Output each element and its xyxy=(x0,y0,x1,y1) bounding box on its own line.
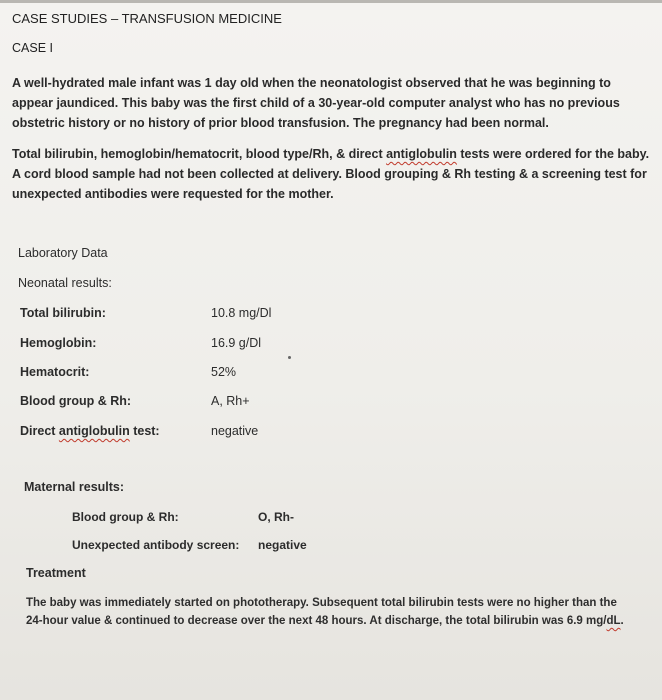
laboratory-data-heading: Laboratory Data xyxy=(18,246,108,260)
maternal-value-antibody-screen: negative xyxy=(258,538,307,552)
maternal-label-antibody-screen: Unexpected antibody screen: xyxy=(72,538,240,552)
neonatal-label-hemoglobin: Hemoglobin: xyxy=(20,336,97,350)
document-title: CASE STUDIES – TRANSFUSION MEDICINE xyxy=(12,11,282,26)
neonatal-value-direct-antiglobulin: negative xyxy=(211,424,259,438)
case-paragraph-2 xyxy=(12,144,652,204)
treatment-heading: Treatment xyxy=(26,566,86,580)
neonatal-label-blood-group: Blood group & Rh: xyxy=(20,394,132,408)
case-paragraph-1: A well-hydrated male infant was 1 day old when the neonatologist observed that he was beginning to appear jaundiced. This baby was the first child of a 30-year-old computer analyst who has no previous obstetric history or no history of prior blood transfusion. The pregnancy had been normal. xyxy=(12,76,620,130)
treatment-text-a: The baby was immediately started on phototherapy. Subsequent total bilirubin tests were no higher than the 24-hour value & continued to decrease over the next 48 hours. At discharge, the total bilirubin was 6.9 mg/ xyxy=(26,597,617,627)
treatment-text-b: . xyxy=(620,615,624,627)
neonatal-results-heading: Neonatal results: xyxy=(18,276,112,290)
neonatal-label-hematocrit: Hematocrit: xyxy=(20,365,90,379)
neonatal-label-direct-antiglobulin xyxy=(20,424,160,438)
treatment-paragraph xyxy=(26,594,636,630)
stray-mark xyxy=(288,356,291,359)
neonatal-value-hemoglobin: 16.9 g/Dl xyxy=(211,336,262,350)
neonatal-value-hematocrit: 52% xyxy=(211,365,237,379)
paragraph-2-text-a: Total bilirubin, hemoglobin/hematocrit, blood type/Rh, & direct xyxy=(12,147,387,161)
neonatal-label-total-bilirubin: Total bilirubin: xyxy=(20,306,106,320)
paragraph-2-text-b: tests were ordered for the baby. A cord blood sample had not been collected at delivery. Blood grouping & Rh testing & a screening test for unexpected antibodies were requested for the mother. xyxy=(12,147,650,201)
direct-label-b: test: xyxy=(129,424,160,438)
spellcheck-word: antiglobulin xyxy=(386,147,457,161)
maternal-results-heading: Maternal results: xyxy=(24,480,125,494)
maternal-value-blood-group: O, Rh- xyxy=(258,510,294,524)
direct-label-a: Direct xyxy=(20,424,59,438)
case-label: CASE I xyxy=(12,41,53,55)
neonatal-value-blood-group: A, Rh+ xyxy=(211,394,250,408)
maternal-label-blood-group: Blood group & Rh: xyxy=(72,510,179,524)
spellcheck-word-dl: dL xyxy=(606,615,621,627)
neonatal-value-total-bilirubin: 10.8 mg/Dl xyxy=(211,306,272,320)
spellcheck-word-direct: antiglobulin xyxy=(58,424,130,438)
top-edge xyxy=(0,0,662,3)
